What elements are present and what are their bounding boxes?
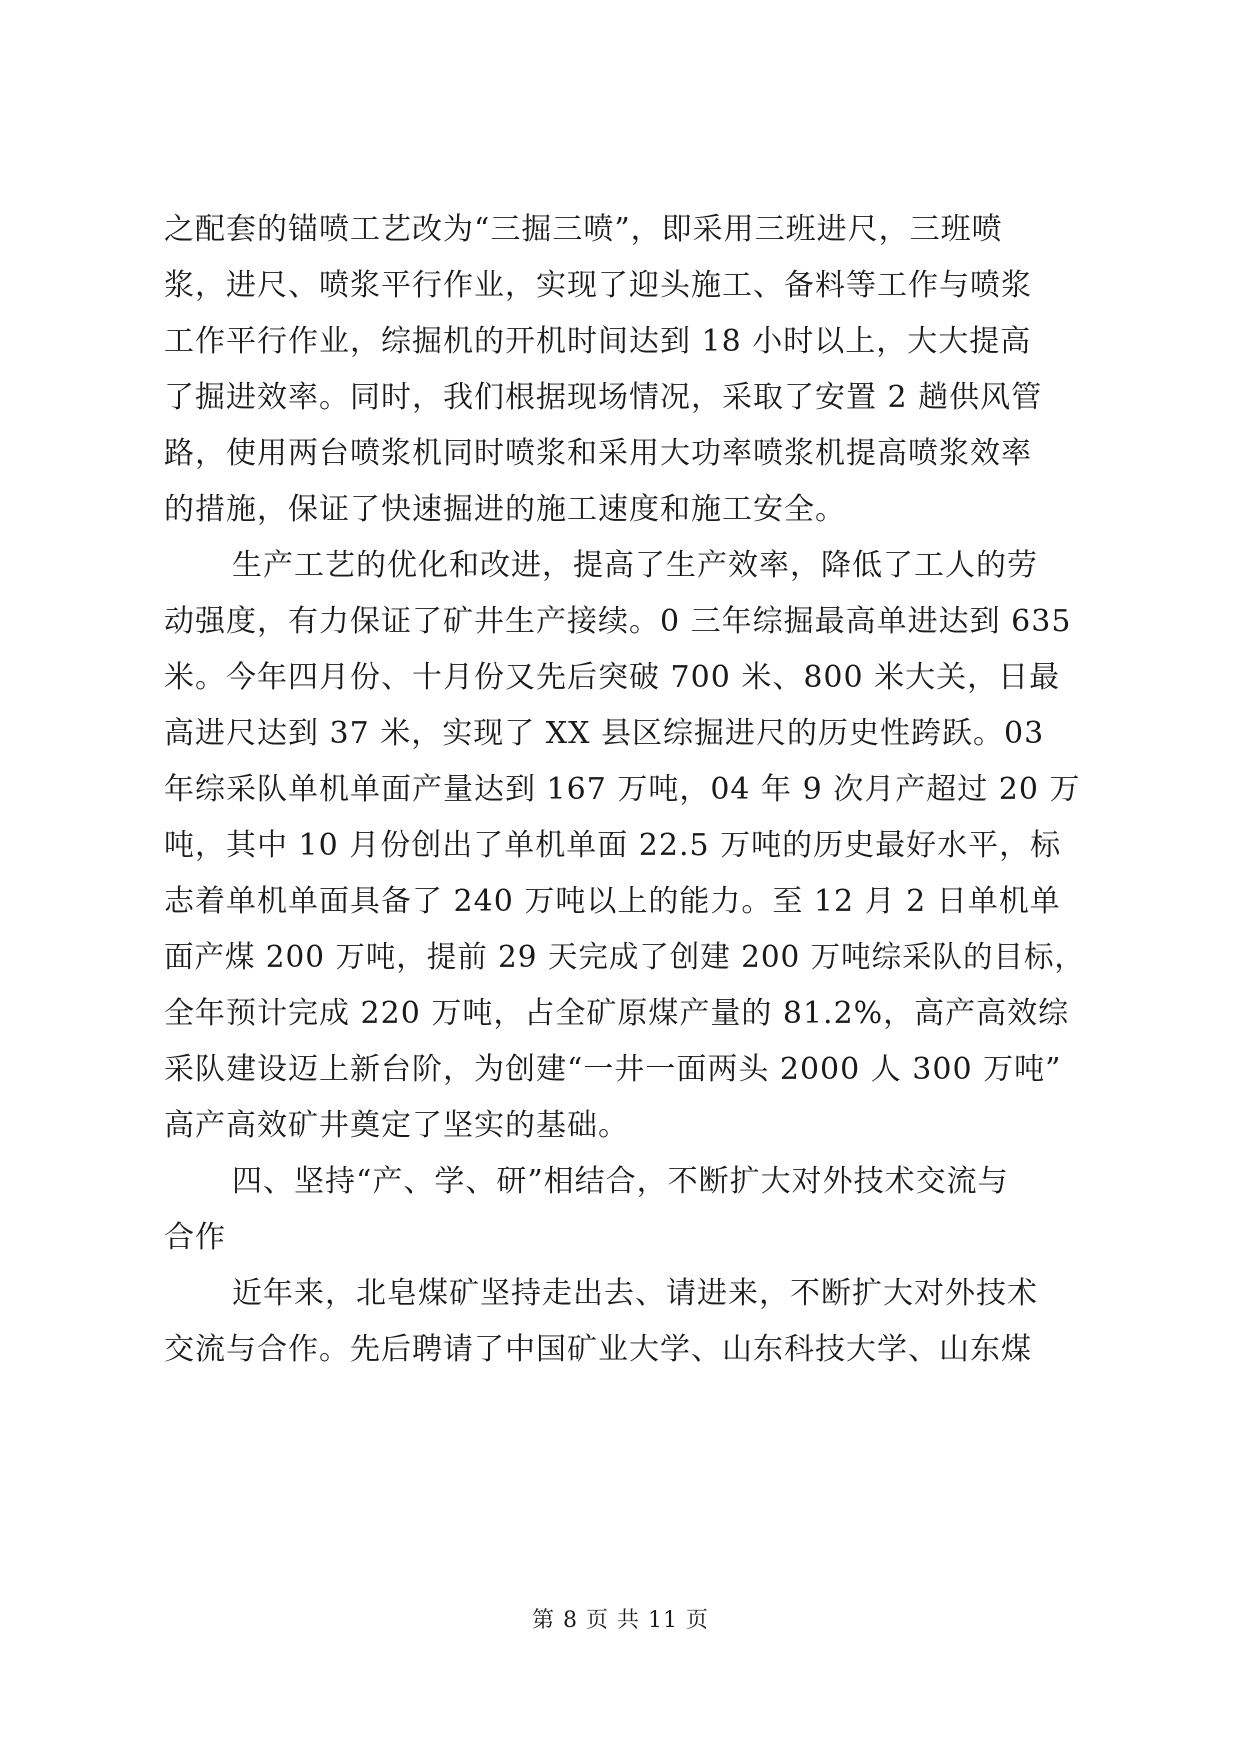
page-footer: 第 8 页 共 11 页 <box>532 1608 709 1633</box>
text-line-5: 路，使用两台喷浆机同时喷浆和采用大功率喷浆机提高喷浆效率 <box>164 436 1032 471</box>
text-line-7: 生产工艺的优化和改进，提高了生产效率，降低了工人的劳 <box>232 548 1038 583</box>
text-line-20: 近年来，北皂煤矿坚持走出去、请进来，不断扩大对外技术 <box>232 1276 1038 1311</box>
text-line-6: 的措施，保证了快速掘进的施工速度和施工安全。 <box>164 492 846 527</box>
text-line-11: 年综采队单机单面产量达到 167 万吨，04 年 9 次月产超过 20 万 <box>164 772 1081 807</box>
text-line-1: 之配套的锚喷工艺改为“三掘三喷”，即采用三班进尺，三班喷 <box>164 212 1003 247</box>
section-heading-line-2: 合作 <box>164 1220 226 1255</box>
text-line-13: 志着单机单面具备了 240 万吨以上的能力。至 12 月 2 日单机单 <box>164 884 1061 919</box>
text-line-10: 高进尺达到 37 米，实现了 XX 县区综掘进尺的历史性跨跃。03 <box>164 716 1045 751</box>
text-line-8: 动强度，有力保证了矿井生产接续。0 三年综掘最高单进达到 635 <box>164 604 1072 639</box>
text-line-12: 吨，其中 10 月份创出了单机单面 22.5 万吨的历史最好水平，标 <box>164 828 1062 863</box>
text-line-14: 面产煤 200 万吨，提前 29 天完成了创建 200 万吨综采队的目标， <box>164 940 1085 975</box>
text-line-4: 了掘进效率。同时，我们根据现场情况，采取了安置 2 趟供风管 <box>164 380 1043 415</box>
section-heading-line-1: 四、坚持“产、学、研”相结合，不断扩大对外技术交流与 <box>232 1164 1009 1199</box>
text-line-15: 全年预计完成 220 万吨，占全矿原煤产量的 81.2%，高产高效综 <box>164 996 1070 1031</box>
text-line-2: 浆，进尺、喷浆平行作业，实现了迎头施工、备料等工作与喷浆 <box>164 268 1032 303</box>
text-line-9: 米。今年四月份、十月份又先后突破 700 米、800 米大关，日最 <box>164 660 1061 695</box>
text-line-3: 工作平行作业，综掘机的开机时间达到 18 小时以上，大大提高 <box>164 324 1032 359</box>
text-line-21: 交流与合作。先后聘请了中国矿业大学、山东科技大学、山东煤 <box>164 1332 1032 1367</box>
text-line-17: 高产高效矿井奠定了坚实的基础。 <box>164 1108 629 1143</box>
text-line-16: 采队建设迈上新台阶，为创建“一井一面两头 2000 人 300 万吨” <box>164 1052 1062 1087</box>
